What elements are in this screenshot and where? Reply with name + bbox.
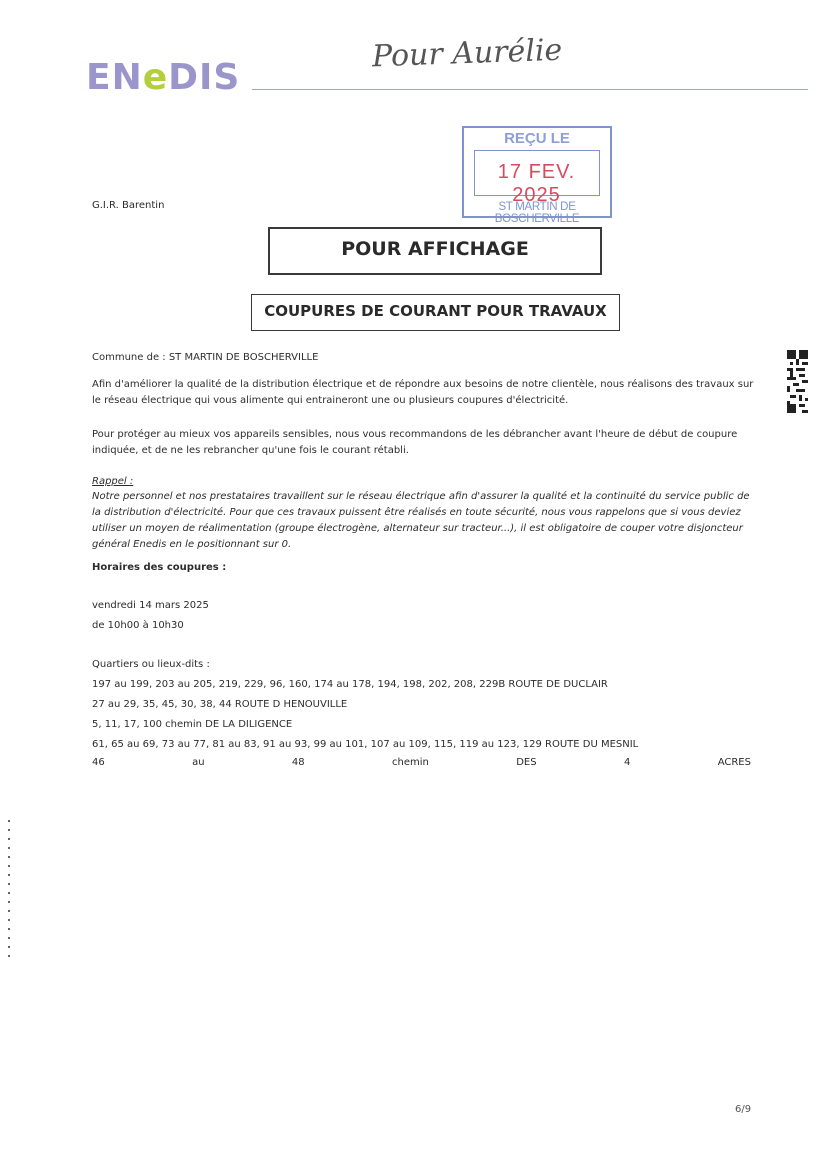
word: 4 xyxy=(623,757,631,768)
outage-time: de 10h00 à 10h30 xyxy=(92,620,184,631)
stamp-place: ST MARTIN DE BOSCHERVILLE xyxy=(494,201,580,225)
intro-paragraph: Afin d'améliorer la qualité de la distribution électrique et de répondre aux besoins de notre clientèle, nous réalisons des travaux sur le réseau électrique qui vous alimente qui entraineront une ou plusieurs coupures d'électricité. xyxy=(92,379,754,406)
main-title: POUR AFFICHAGE xyxy=(268,227,602,275)
stamp-date: 17 FEV. 2025 xyxy=(497,161,576,206)
qr-code-icon xyxy=(787,350,808,413)
word: chemin xyxy=(392,757,429,768)
sender-office: G.I.R. Barentin xyxy=(92,200,165,211)
rappel-text: Notre personnel et nos prestataires travaillent sur le réseau électrique afin d'assurer la qualité et la continuité du service public de la distribution d'électricité. Pour que ces travaux puissent être réalisés en toute sécurité, nous vous rappelons que si vous deviez utiliser un moyen de réalimentation (groupe électrogène, alternateur sur tracteur...), il est obligatoire de couper votre disjoncteur général Enedis en le positionnant sur 0. xyxy=(92,491,750,550)
word: 46 xyxy=(92,757,105,768)
advice-paragraph: Pour protéger au mieux vos appareils sensibles, nous vous recommandons de les débrancher avant l'heure de début de coupure indiquée, et de ne les rebrancher qu'une fois le courant rétabli. xyxy=(92,429,738,456)
word: ACRES xyxy=(717,757,751,768)
subtitle: COUPURES DE COURANT POUR TRAVAUX xyxy=(251,294,620,331)
header-rule xyxy=(252,89,808,90)
margin-dots xyxy=(8,820,10,960)
outage-date: vendredi 14 mars 2025 xyxy=(92,600,209,611)
word: 48 xyxy=(291,757,305,768)
handwritten-note: Pour Aurélie xyxy=(371,32,563,75)
list-item: 27 au 29, 35, 45, 30, 38, 44 ROUTE D HENOUVILLE xyxy=(92,699,348,710)
word: au xyxy=(192,757,205,768)
quartiers-label: Quartiers ou lieux-dits : xyxy=(92,659,210,670)
enedis-logo: ENeDIS xyxy=(86,57,241,98)
list-item: 61, 65 au 69, 73 au 77, 81 au 83, 91 au 93, 99 au 101, 107 au 109, 115, 119 au 123, 129 ROUTE DU MESNIL xyxy=(92,739,639,750)
rappel-label: Rappel : xyxy=(92,476,134,487)
word: DES xyxy=(516,757,537,768)
page-number: 6/9 xyxy=(735,1104,752,1115)
commune-line: Commune de : ST MARTIN DE BOSCHERVILLE xyxy=(92,352,319,363)
received-stamp xyxy=(462,126,612,225)
list-item: 197 au 199, 203 au 205, 219, 229, 96, 160, 174 au 178, 194, 198, 202, 208, 229B ROUTE DE DUCLAIR xyxy=(92,679,608,690)
list-item-justified xyxy=(92,757,751,768)
list-item: 5, 11, 17, 100 chemin DE LA DILIGENCE xyxy=(92,719,293,730)
stamp-date-box xyxy=(474,150,600,206)
stamp-title: REÇU LE xyxy=(504,130,570,147)
horaires-label: Horaires des coupures : xyxy=(92,562,227,573)
